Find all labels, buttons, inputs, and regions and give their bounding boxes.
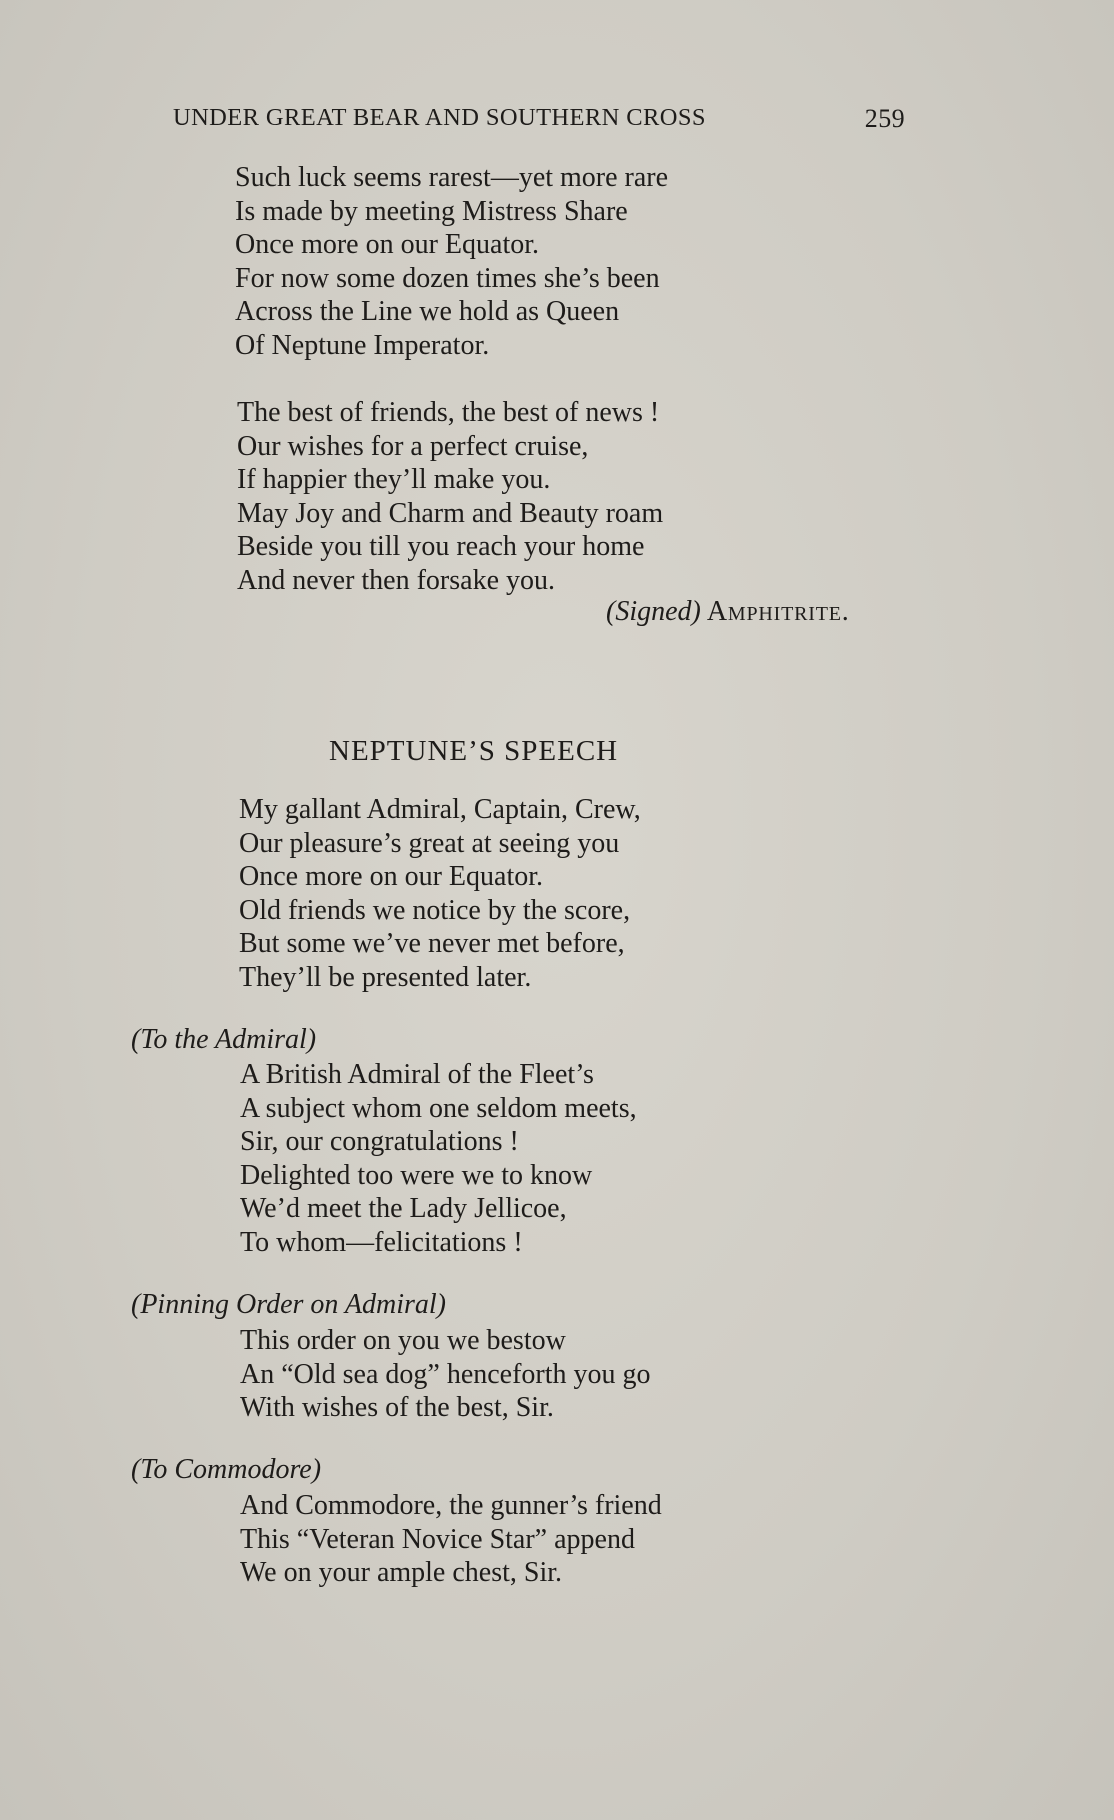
verse-line: Across the Line we hold as Queen [235, 296, 620, 327]
speech-pinning-order [240, 1324, 651, 1425]
signature-name: Amphitrite. [706, 596, 850, 627]
stage-direction-admiral: (To the Admiral) [131, 1024, 317, 1055]
verse-line: But some we’ve never met before, [239, 928, 625, 959]
verse-line: Old friends we notice by the score, [239, 894, 631, 926]
running-title: UNDER GREAT BEAR AND SOUTHERN CROSS [173, 104, 706, 131]
stage-direction-pinning-order: (Pinning Order on Admiral) [131, 1289, 446, 1320]
verse-line: This “Veteran Novice Star” append [240, 1523, 635, 1555]
verse-line: Once more on our Equator. [239, 861, 544, 892]
verse-line: May Joy and Charm and Beauty roam [237, 497, 664, 529]
verse-line: And never then forsake you. [237, 564, 556, 596]
signature [606, 596, 850, 628]
stage-direction-commodore: (To Commodore) [131, 1454, 322, 1485]
speech-to-admiral [240, 1058, 637, 1259]
verse-line: My gallant Admiral, Captain, Crew, [239, 794, 641, 825]
signed-label: (Signed) [606, 596, 701, 627]
section-title: NEPTUNE’S SPEECH [329, 735, 619, 767]
verse-line: Once more on our Equator. [235, 229, 540, 260]
verse-line: If happier they’ll make you. [237, 464, 551, 495]
verse-line: With wishes of the best, Sir. [240, 1392, 554, 1423]
verse-line: Sir, our congratulations ! [240, 1126, 519, 1157]
verse-line: A subject whom one seldom meets, [240, 1092, 637, 1124]
stanza-best-of-friends [237, 396, 663, 597]
verse-line: We on your ample chest, Sir. [240, 1557, 563, 1588]
verse-line: Beside you till you reach your home [237, 531, 645, 562]
verse-line: For now some dozen times she’s been [235, 262, 660, 294]
verse-line: To whom—felicitations ! [240, 1226, 523, 1258]
verse-line: The best of friends, the best of news ! [237, 397, 660, 428]
verse-line: Such luck seems rarest—yet more rare [235, 162, 669, 193]
verse-line: And Commodore, the gunner’s friend [240, 1490, 662, 1521]
verse-line: Our pleasure’s great at seeing you [239, 827, 620, 859]
verse-line: Delighted too were we to know [240, 1159, 593, 1191]
stanza-mistress-share [235, 161, 668, 362]
verse-line: Of Neptune Imperator. [235, 329, 490, 361]
verse-line: Is made by meeting Mistress Share [235, 195, 628, 227]
verse-line: Our wishes for a perfect cruise, [237, 430, 589, 462]
speech-opening [239, 793, 641, 994]
speech-to-commodore [240, 1489, 662, 1590]
verse-line: They’ll be presented later. [239, 961, 532, 993]
verse-line: An “Old sea dog” henceforth you go [240, 1358, 651, 1390]
page-number: 259 [864, 104, 905, 133]
verse-line: A British Admiral of the Fleet’s [240, 1059, 594, 1090]
verse-line: We’d meet the Lady Jellicoe, [240, 1193, 567, 1224]
verse-line: This order on you we bestow [240, 1325, 566, 1356]
running-head [173, 104, 905, 138]
